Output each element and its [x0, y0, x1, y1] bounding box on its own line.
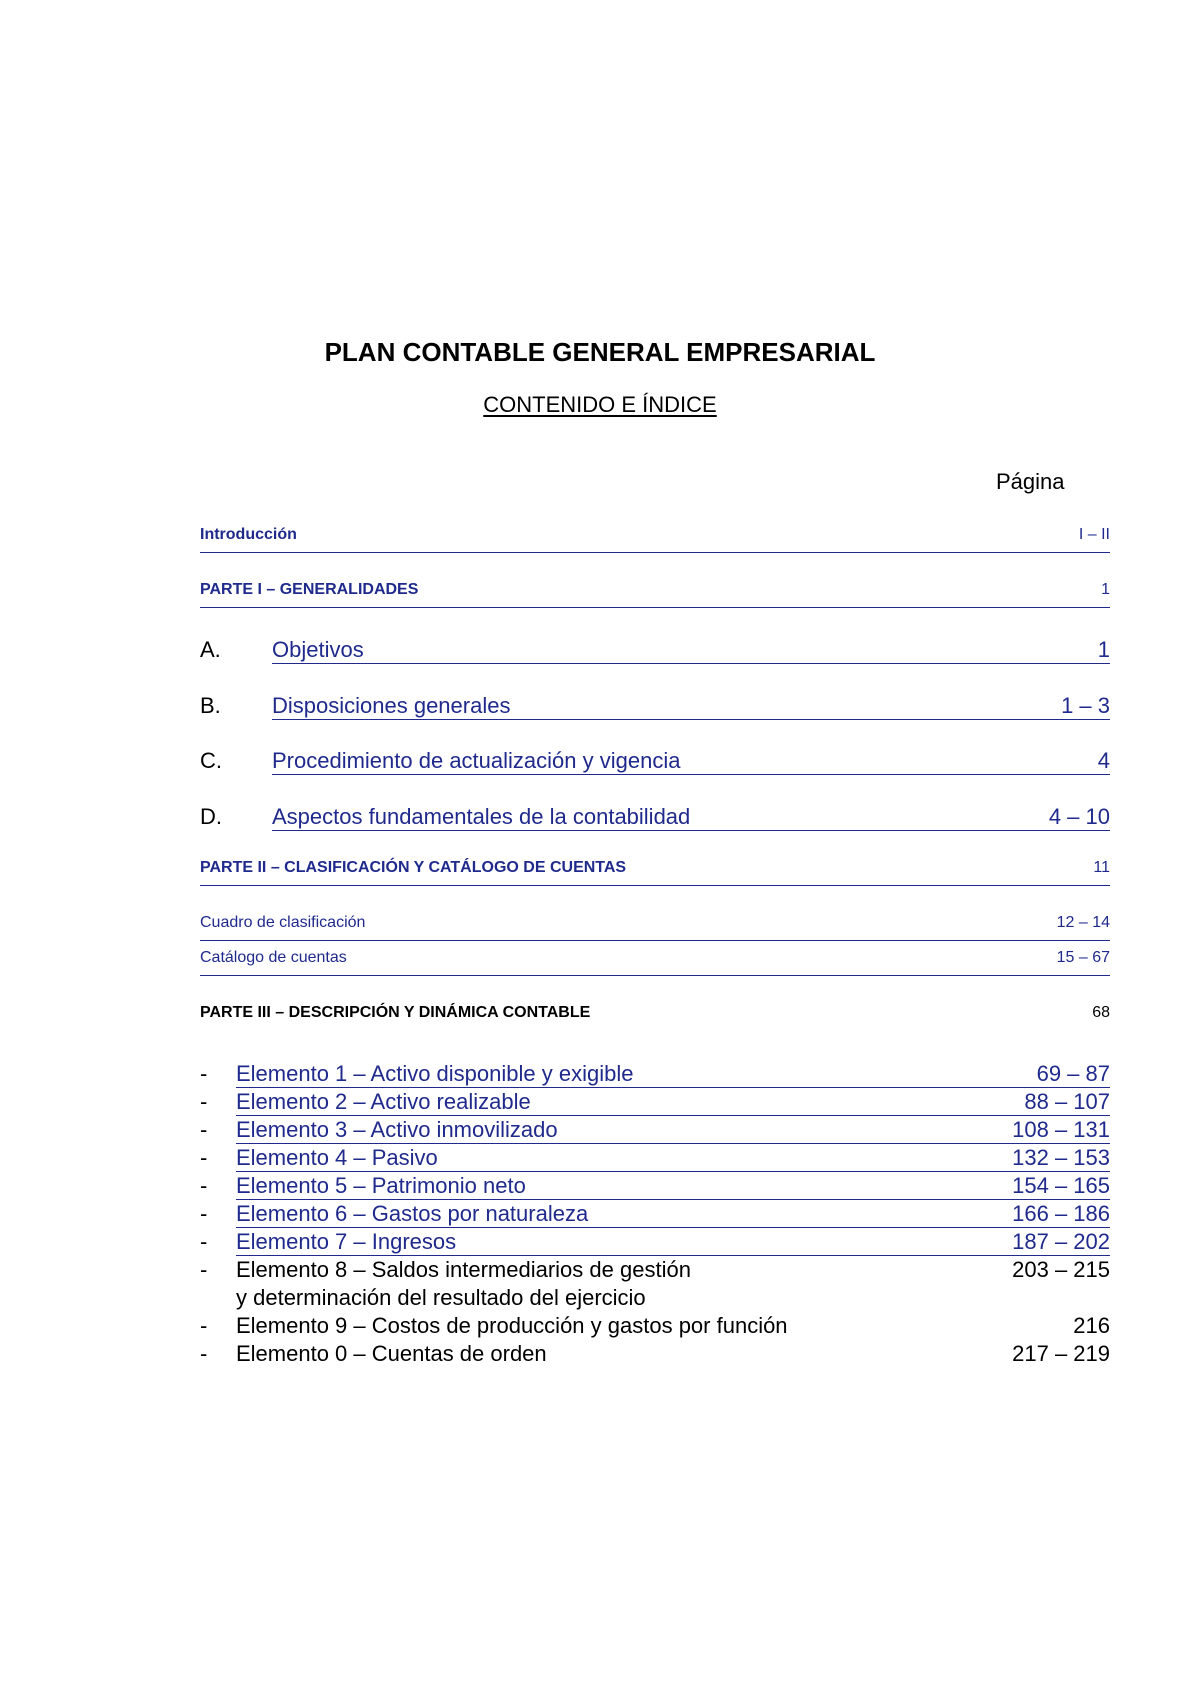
toc-marker: - — [200, 1229, 208, 1254]
toc-entry-label: PARTE III – DESCRIPCIÓN Y DINÁMICA CONTABLE — [200, 1004, 591, 1021]
toc-entry-label: Elemento 5 – Patrimonio neto — [236, 1173, 526, 1198]
toc-entry-pages: 69 – 87 — [1036, 1061, 1110, 1086]
toc-entry-label: Cuadro de clasificación — [200, 914, 366, 931]
toc-entry-elemento-0 — [236, 1341, 1110, 1367]
toc-marker: - — [200, 1061, 208, 1086]
toc-entry-elemento-9 — [236, 1313, 1110, 1339]
toc-link-procedimiento[interactable] — [272, 748, 1110, 775]
toc-entry-label: PARTE II – CLASIFICACIÓN Y CATÁLOGO DE CUENTAS — [200, 859, 627, 876]
toc-entry-label: Objetivos — [272, 637, 364, 662]
toc-entry-pages: 1 — [1101, 581, 1110, 598]
document-subtitle — [0, 391, 1200, 419]
toc-entry-label: Elemento 7 – Ingresos — [236, 1229, 457, 1254]
toc-link-elemento-4[interactable] — [236, 1145, 1110, 1172]
toc-link-elemento-3[interactable] — [236, 1117, 1110, 1144]
toc-entry-pages: 132 – 153 — [1012, 1145, 1110, 1170]
toc-marker: - — [200, 1201, 208, 1226]
toc-entry-label: Elemento 2 – Activo realizable — [236, 1089, 531, 1114]
document-title: PLAN CONTABLE GENERAL EMPRESARIAL — [324, 337, 876, 367]
toc-link-cuadro-clasificacion[interactable] — [200, 914, 1110, 941]
toc-link-catalogo-cuentas[interactable] — [200, 949, 1110, 976]
toc-entry-label: Disposiciones generales — [272, 693, 511, 718]
toc-entry-pages: I – II — [1078, 526, 1110, 543]
toc-entry-label: Aspectos fundamentales de la contabilidad — [272, 804, 691, 829]
page-column-label: Página — [996, 469, 1065, 494]
toc-entry-label: Procedimiento de actualización y vigencia — [272, 748, 681, 773]
toc-marker: - — [200, 1257, 208, 1282]
toc-entry-elemento-8 — [236, 1257, 1110, 1283]
toc-marker: - — [200, 1089, 208, 1114]
toc-entry-pages: 88 – 107 — [1024, 1089, 1110, 1114]
toc-entry-label: Catálogo de cuentas — [200, 949, 347, 966]
toc-entry-pages: 15 – 67 — [1056, 949, 1110, 966]
toc-marker: - — [200, 1341, 208, 1366]
toc-entry-pages: 1 — [1097, 637, 1110, 662]
toc-marker: D. — [200, 804, 222, 829]
toc-entry-label: PARTE I – GENERALIDADES — [200, 581, 419, 598]
toc-link-parte-2[interactable] — [200, 859, 1110, 886]
toc-entry-pages: 12 – 14 — [1056, 914, 1110, 931]
toc-entry-label: Elemento 1 – Activo disponible y exigible — [236, 1061, 634, 1086]
toc-entry-pages: 187 – 202 — [1012, 1229, 1110, 1254]
toc-heading-parte-3 — [200, 1004, 1110, 1030]
toc-entry-label: Elemento 3 – Activo inmovilizado — [236, 1117, 558, 1142]
toc-marker: - — [200, 1117, 208, 1142]
toc-entry-pages: 11 — [1093, 859, 1110, 876]
toc-entry-label: Elemento 0 – Cuentas de orden — [236, 1341, 547, 1366]
toc-entry-pages: 217 – 219 — [1012, 1341, 1110, 1366]
toc-marker: C. — [200, 748, 222, 773]
toc-link-elemento-2[interactable] — [236, 1089, 1110, 1116]
toc-link-elemento-6[interactable] — [236, 1201, 1110, 1228]
toc-marker: B. — [200, 693, 221, 718]
toc-entry-label: Elemento 6 – Gastos por naturaleza — [236, 1201, 589, 1226]
toc-marker: - — [200, 1313, 208, 1338]
toc-marker: - — [200, 1173, 208, 1198]
toc-marker: - — [200, 1145, 208, 1170]
toc-link-disposiciones[interactable] — [272, 693, 1110, 720]
toc-entry-pages: 166 – 186 — [1012, 1201, 1110, 1226]
toc-link-elemento-5[interactable] — [236, 1173, 1110, 1200]
toc-link-introduccion[interactable] — [200, 526, 1110, 553]
toc-entry-pages: 154 – 165 — [1012, 1173, 1110, 1198]
subtitle-text: CONTENIDO E ÍNDICE — [483, 392, 717, 417]
toc-link-parte-1[interactable] — [200, 581, 1110, 608]
toc-link-elemento-1[interactable] — [236, 1061, 1110, 1088]
toc-entry-pages: 4 — [1097, 748, 1110, 773]
toc-link-aspectos[interactable] — [272, 804, 1110, 831]
toc-entry-pages: 203 – 215 — [1012, 1257, 1110, 1282]
toc-entry-pages: 4 – 10 — [1048, 804, 1110, 829]
toc-marker: A. — [200, 637, 221, 662]
toc-entry-pages: 68 — [1092, 1004, 1110, 1021]
toc-entry-label: Introducción — [200, 526, 297, 543]
toc-entry-label: Elemento 8 – Saldos intermediarios de gestión — [236, 1257, 691, 1282]
toc-entry-pages: 1 – 3 — [1061, 693, 1110, 718]
toc-entry-label: Elemento 4 – Pasivo — [236, 1145, 438, 1170]
toc-entry-pages: 216 — [1073, 1313, 1110, 1338]
toc-link-objetivos[interactable] — [272, 637, 1110, 664]
toc-entry-label: Elemento 9 – Costos de producción y gastos por función — [236, 1313, 788, 1338]
toc-entry-label-continuation: y determinación del resultado del ejercicio — [236, 1285, 646, 1310]
toc-link-elemento-7[interactable] — [236, 1229, 1110, 1256]
toc-entry-pages: 108 – 131 — [1012, 1117, 1110, 1142]
